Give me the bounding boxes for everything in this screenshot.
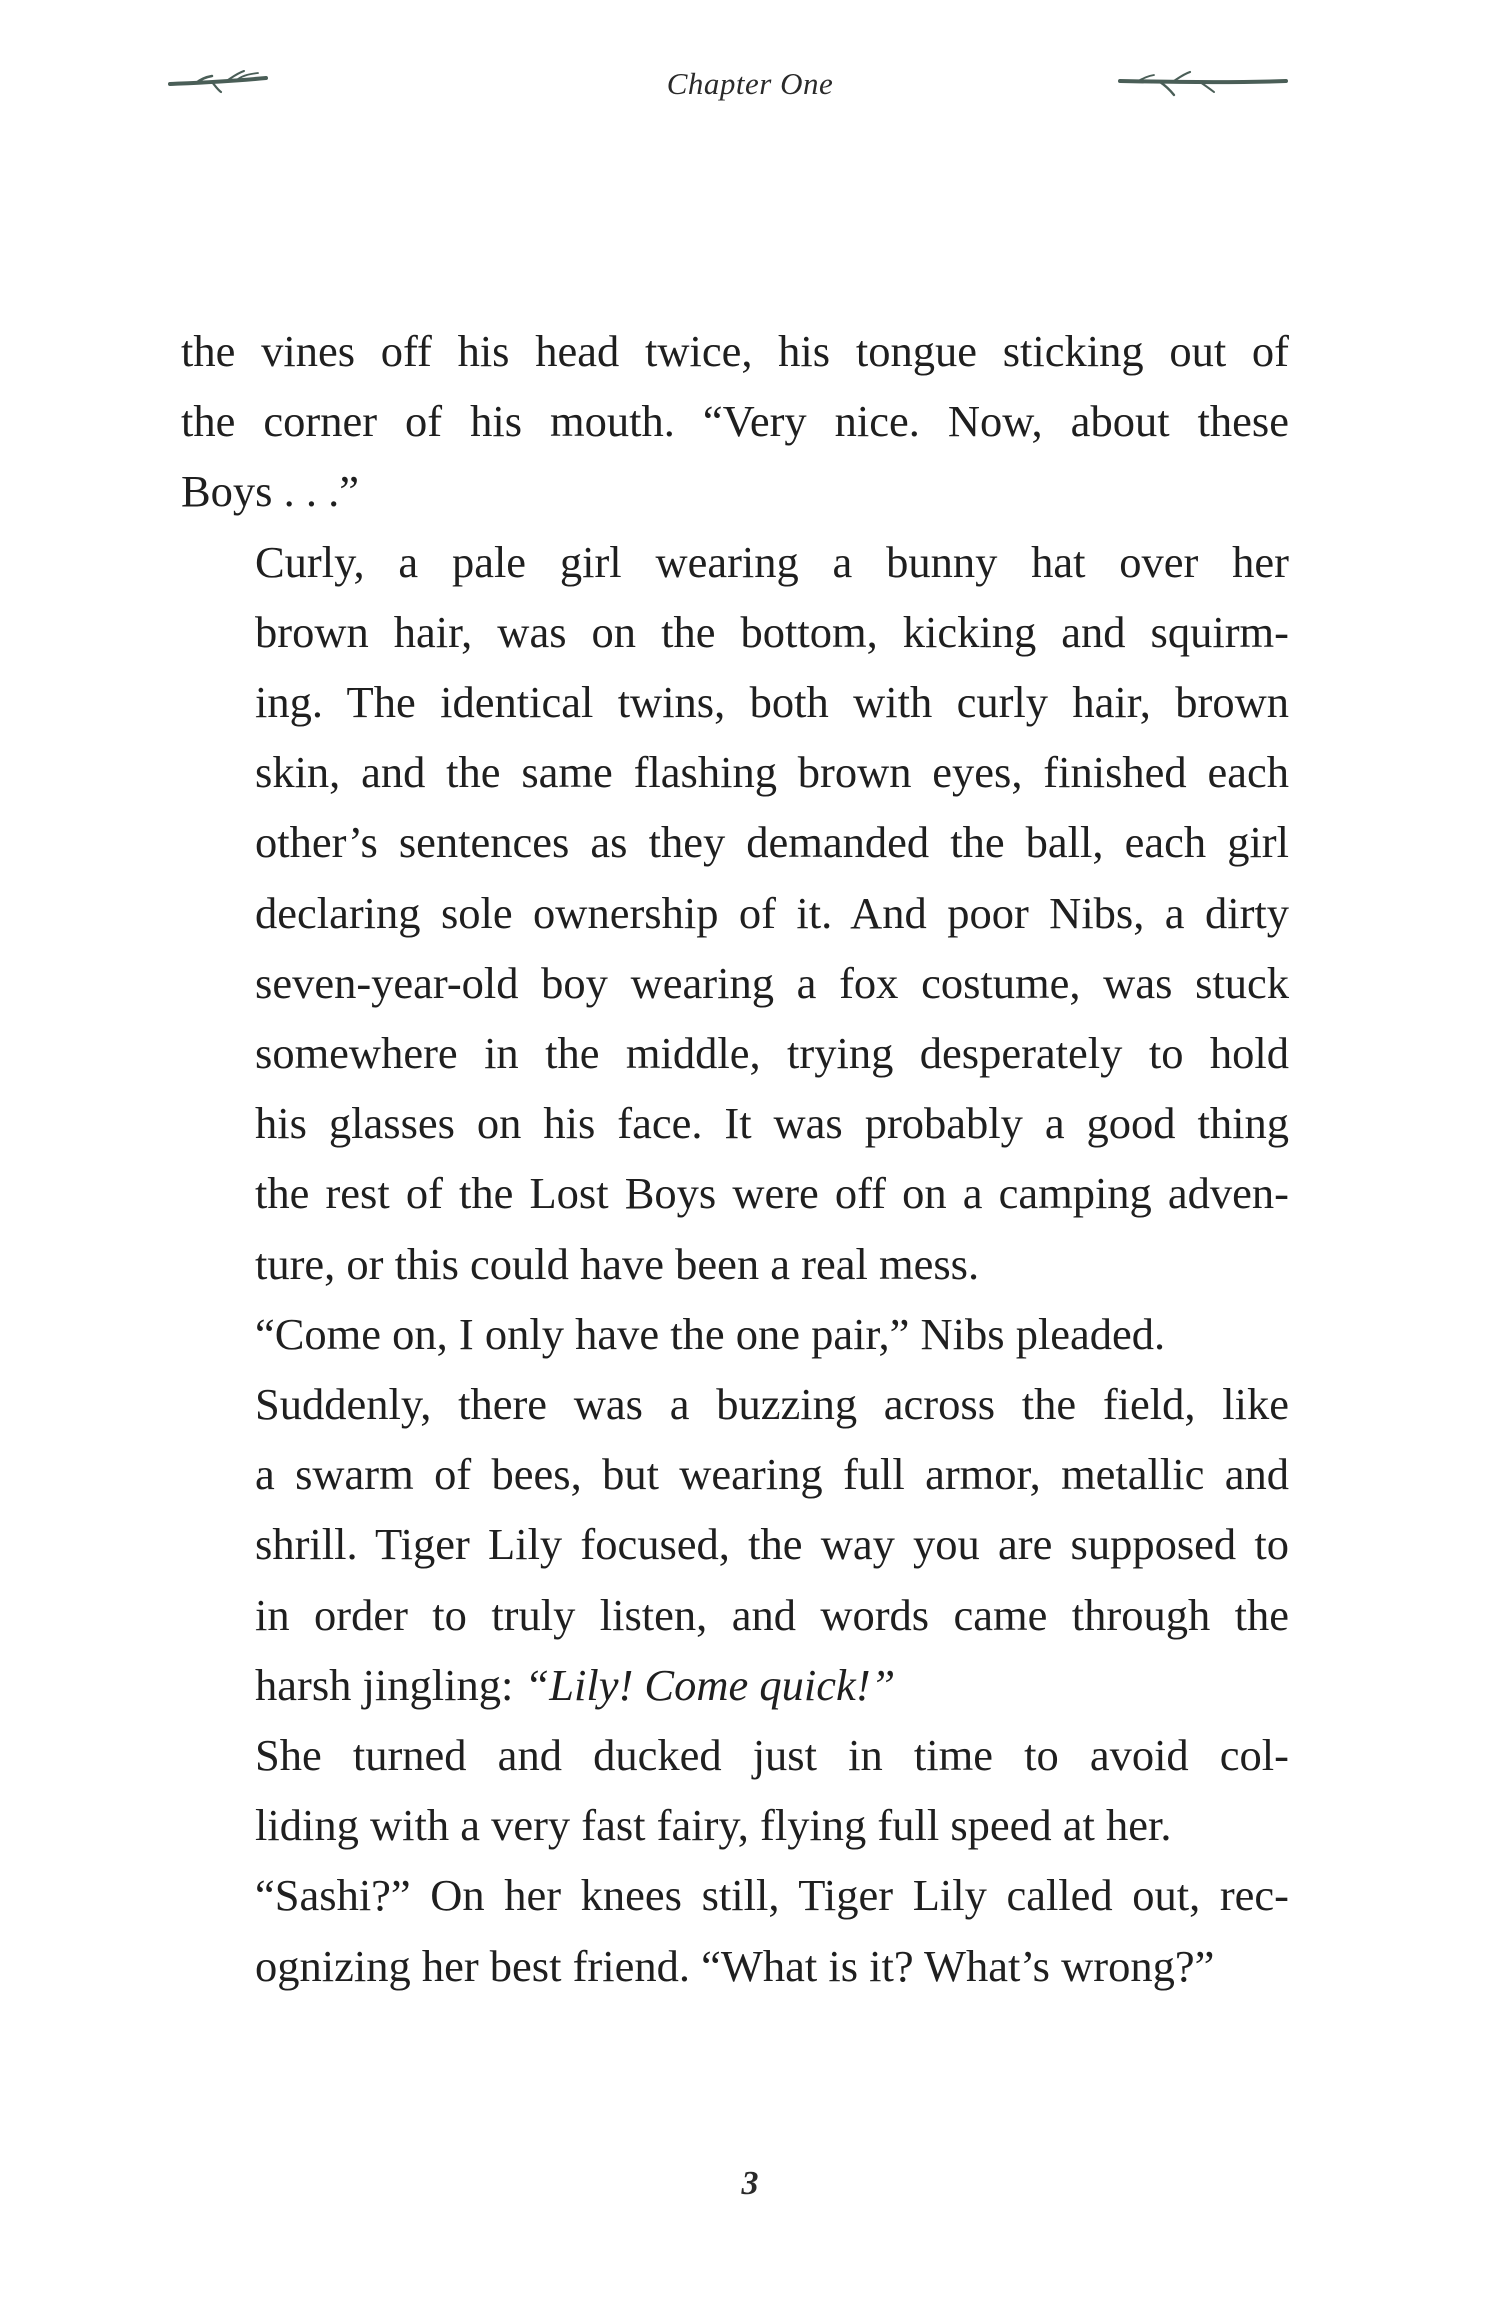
text-line: the rest of the Lost Boys were off on a camping adven-: [255, 1168, 1289, 1219]
paragraph-4: [181, 1369, 1289, 1720]
branch-ornament-right-icon: [1118, 68, 1288, 98]
text-line: his glasses on his face. It was probably a good thing: [255, 1098, 1289, 1149]
body-text: [181, 316, 1289, 2001]
paragraph-2: [181, 527, 1289, 1299]
running-header: [0, 60, 1500, 120]
text-line: brown hair, was on the bottom, kicking and squirm-: [255, 606, 1289, 657]
text-line: liding with a very fast fairy, flying full speed at her.: [255, 1800, 1172, 1851]
text-line: declaring sole ownership of it. And poor Nibs, a dirty: [255, 887, 1289, 938]
text-line: “Sashi?” On her knees still, Tiger Lily called out, rec-: [255, 1870, 1289, 1921]
text-line: shrill. Tiger Lily focused, the way you are supposed to: [255, 1519, 1289, 1570]
page-number: 3: [741, 2165, 759, 2202]
chapter-title: Chapter One: [666, 66, 834, 101]
text-line: She turned and ducked just in time to avoid col-: [255, 1730, 1289, 1781]
text-line: the corner of his mouth. “Very nice. Now, about these: [181, 396, 1289, 447]
text-line: other’s sentences as they demanded the ball, each girl: [255, 817, 1289, 868]
text-line: seven-year-old boy wearing a fox costume, was stuck: [255, 957, 1289, 1008]
text-line: ture, or this could have been a real mess.: [255, 1238, 980, 1289]
text-line: [181, 1650, 1289, 1720]
text-line: “Come on, I only have the one pair,” Nibs pleaded.: [255, 1308, 1166, 1359]
paragraph-6: [181, 1860, 1289, 2000]
paragraph-3: [181, 1299, 1289, 1369]
text-line: Curly, a pale girl wearing a bunny hat over her: [255, 536, 1289, 587]
text-line: skin, and the same flashing brown eyes, finished each: [255, 747, 1289, 798]
text-line: Suddenly, there was a buzzing across the field, like: [255, 1379, 1289, 1430]
text-line: ognizing her best friend. “What is it? What’s wrong?”: [255, 1940, 1215, 1991]
text-line: in order to truly listen, and words came through the: [255, 1589, 1289, 1640]
paragraph-5: [181, 1720, 1289, 1860]
paragraph-1: [181, 316, 1289, 527]
text-line: a swarm of bees, but wearing full armor, metallic and: [255, 1449, 1289, 1500]
text-line: somewhere in the middle, trying desperately to hold: [255, 1028, 1289, 1079]
text-line: Boys . . .”: [181, 466, 359, 517]
text-line: ing. The identical twins, both with curly hair, brown: [255, 677, 1289, 728]
italic-quote: “Lily! Come quick!”: [524, 1659, 896, 1710]
text-line: the vines off his head twice, his tongue sticking out of: [181, 326, 1289, 376]
text-run: harsh jingling:: [255, 1659, 525, 1710]
